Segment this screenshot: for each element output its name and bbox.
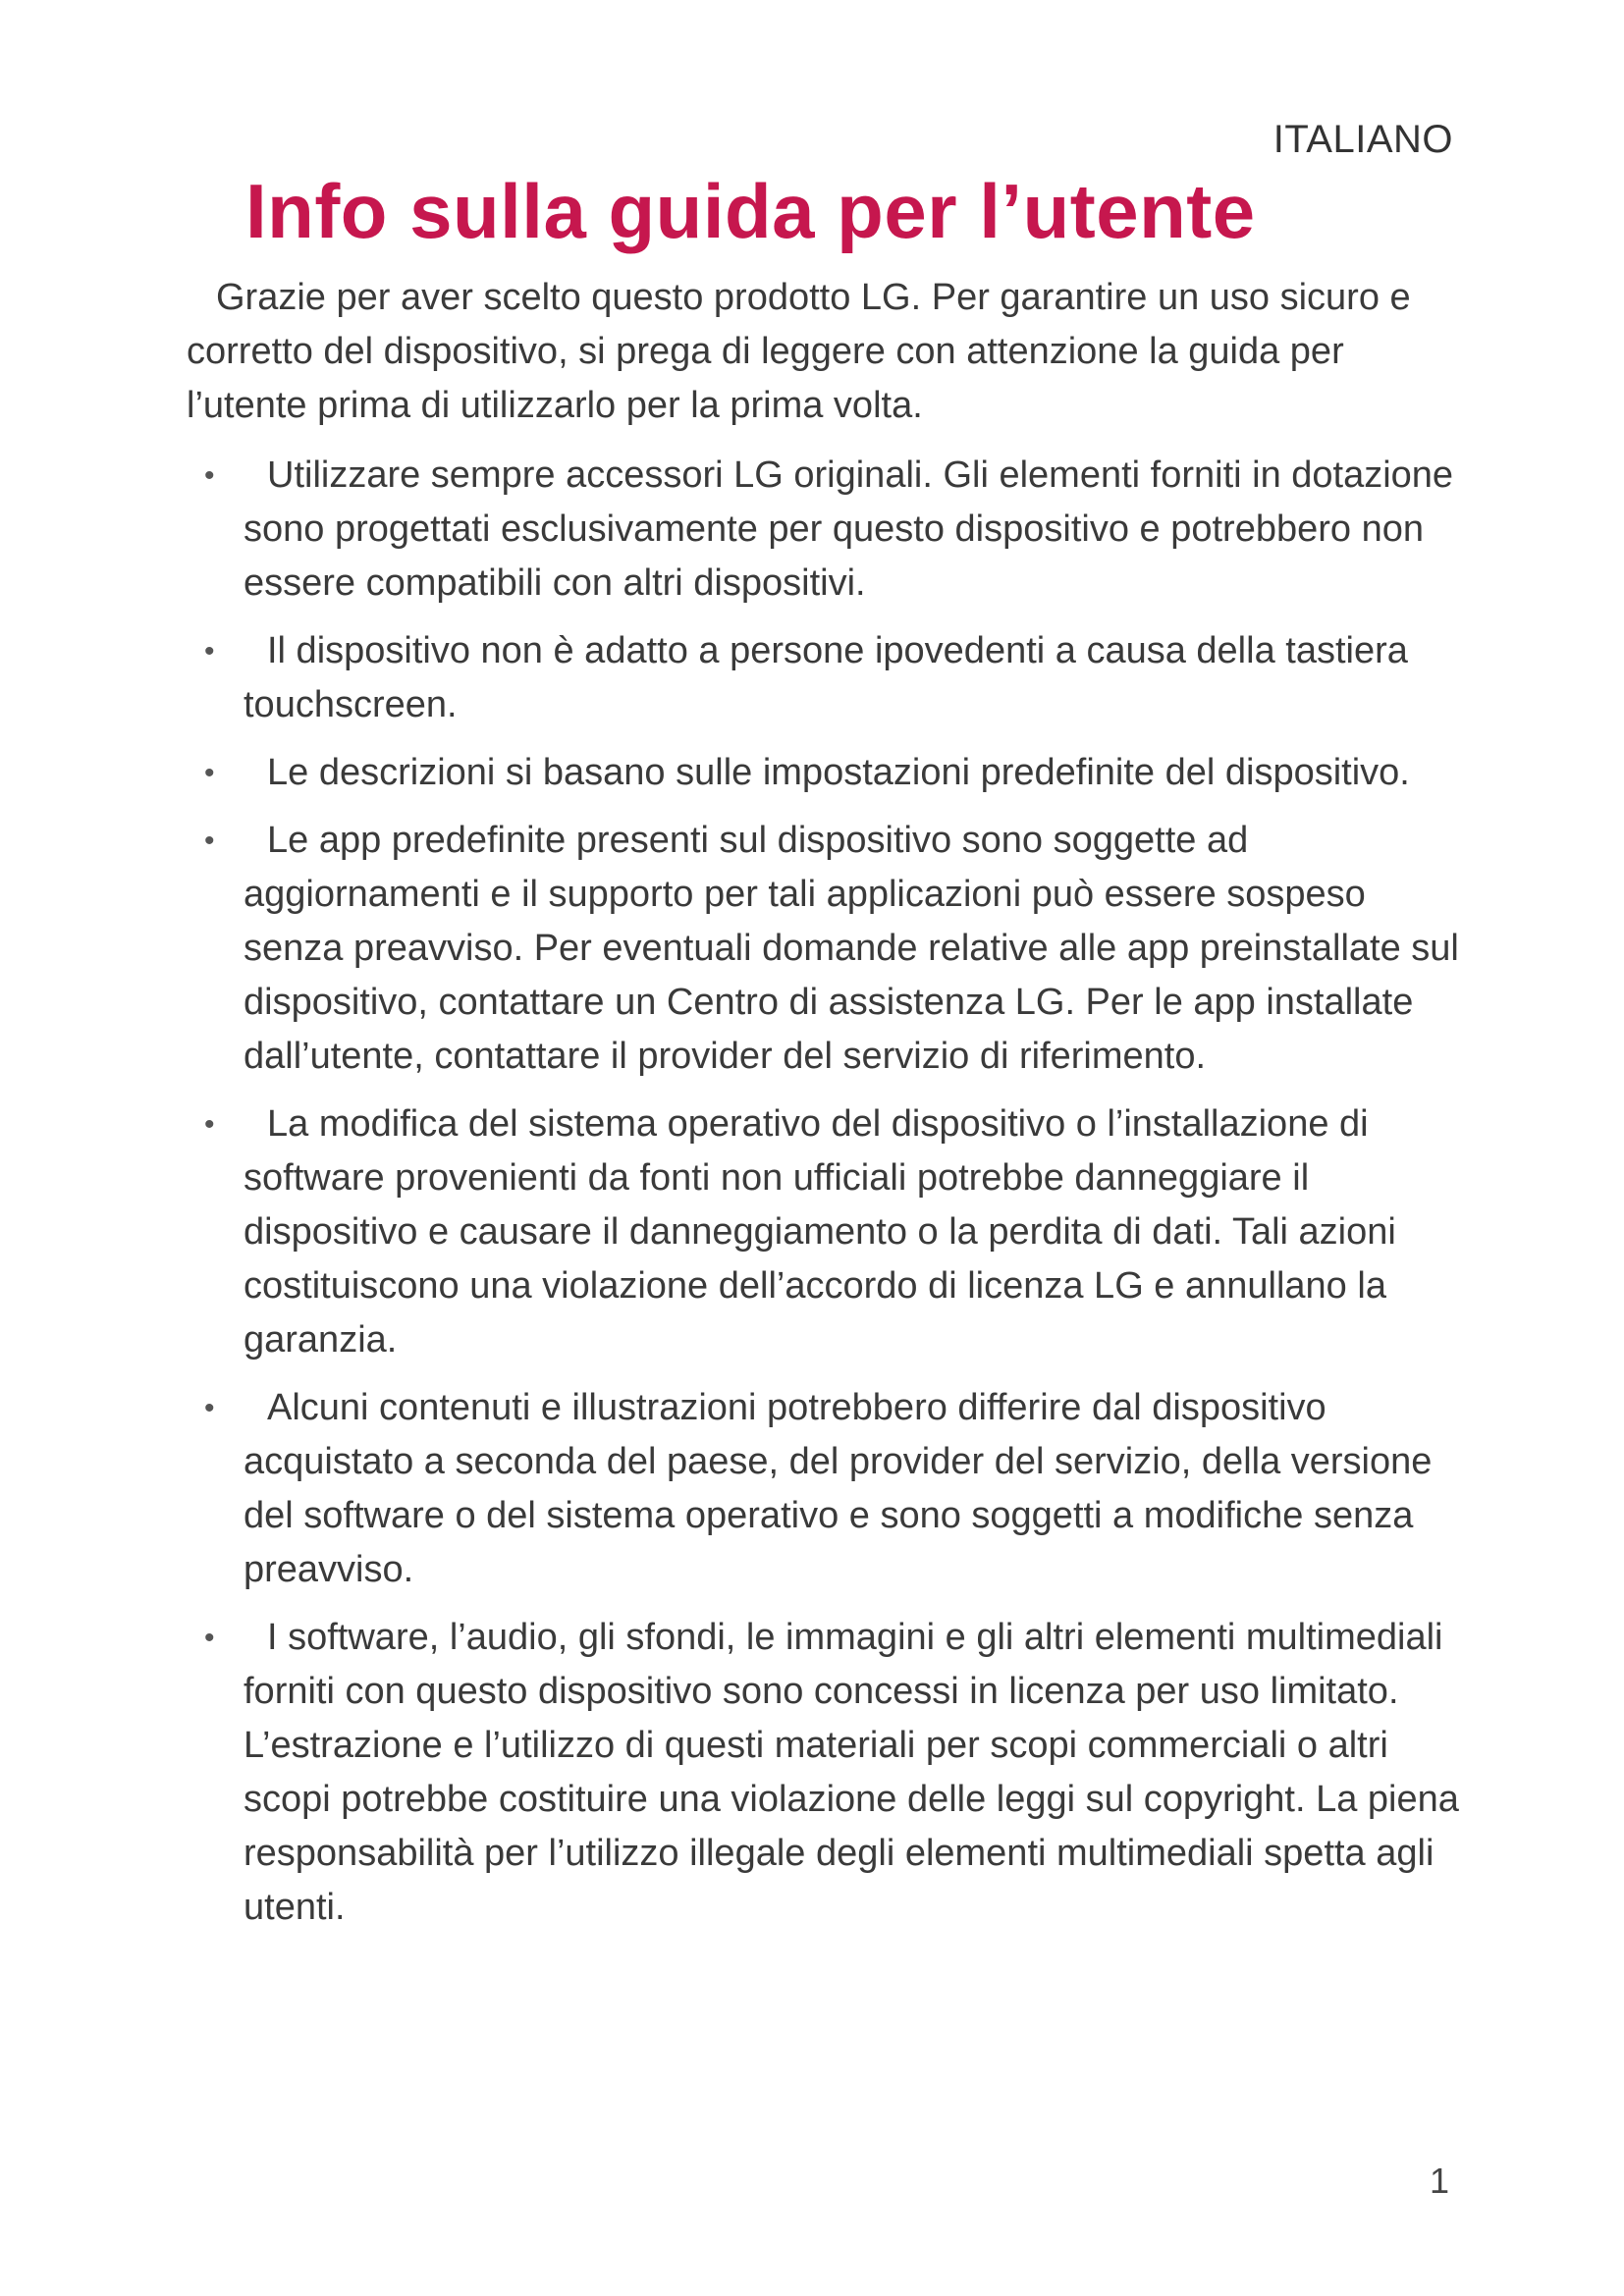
document-body [187, 271, 1463, 1949]
bullet-icon: • [204, 1392, 215, 1424]
list-item-text: Le app predefinite presenti sul dispositivo sono soggette ad aggiornamenti e il supporto per tali applicazioni può essere sospeso senza preavviso. Per eventuali domande relative alle app preinstallate sul dispositivo, contattare un Centro di assistenza LG. Per le app installate dall’utente, contattare il provider del servizio di riferimento. [244, 820, 1459, 1077]
list-item-text: Utilizzare sempre accessori LG originali. Gli elementi forniti in dotazione sono progettati esclusivamente per questo dispositivo e potrebbero non essere compatibili con altri dispositivi. [244, 454, 1454, 604]
bullet-icon: • [204, 757, 215, 789]
page-number: 1 [1429, 2161, 1449, 2201]
list-item [187, 746, 1463, 800]
bullet-icon: • [204, 635, 215, 667]
list-item [187, 624, 1463, 732]
page-title: Info sulla guida per l’utente [245, 168, 1256, 254]
bullet-icon: • [204, 1622, 215, 1654]
list-item [187, 814, 1463, 1084]
list-item-text: La modifica del sistema operativo del dispositivo o l’installazione di software provenienti da fonti non ufficiali potrebbe danneggiare il dispositivo e causare il danneggiamento o la perdita di dati. Tali azioni costituiscono una violazione dell’accordo di licenza LG e annullano la garanzia. [244, 1103, 1396, 1361]
list-item-text: Alcuni contenuti e illustrazioni potrebbero differire dal dispositivo acquistato a seconda del paese, del provider del servizio, della versione del software o del sistema operativo e sono soggetti a modifiche senza preavviso. [244, 1387, 1433, 1590]
list-item-text: Le descrizioni si basano sulle impostazioni predefinite del dispositivo. [267, 752, 1410, 793]
intro-paragraph: Grazie per aver scelto questo prodotto LG. Per garantire un uso sicuro e corretto del dispositivo, si prega di leggere con attenzione la guida per l’utente prima di utilizzarlo per la prima volta. [187, 277, 1411, 426]
bullet-icon: • [204, 459, 215, 492]
bullet-icon: • [204, 825, 215, 857]
list-item [187, 449, 1463, 611]
list-item [187, 1097, 1463, 1367]
list-item-text: Il dispositivo non è adatto a persone ipovedenti a causa della tastiera touchscreen. [244, 630, 1408, 725]
list-item [187, 1611, 1463, 1935]
list-item [187, 1381, 1463, 1597]
bullet-icon: • [204, 1108, 215, 1141]
bullet-list [187, 449, 1463, 1935]
language-label: ITALIANO [1272, 118, 1453, 161]
list-item-text: I software, l’audio, gli sfondi, le immagini e gli altri elementi multimediali forniti con questo dispositivo sono concessi in licenza per uso limitato. L’estrazione e l’utilizzo di questi materiali per scopi commerciali o altri scopi potrebbe costituire una violazione delle leggi sul copyright. La piena responsabilità per l’utilizzo illegale degli elementi multimediali spetta agli utenti. [244, 1617, 1459, 1928]
